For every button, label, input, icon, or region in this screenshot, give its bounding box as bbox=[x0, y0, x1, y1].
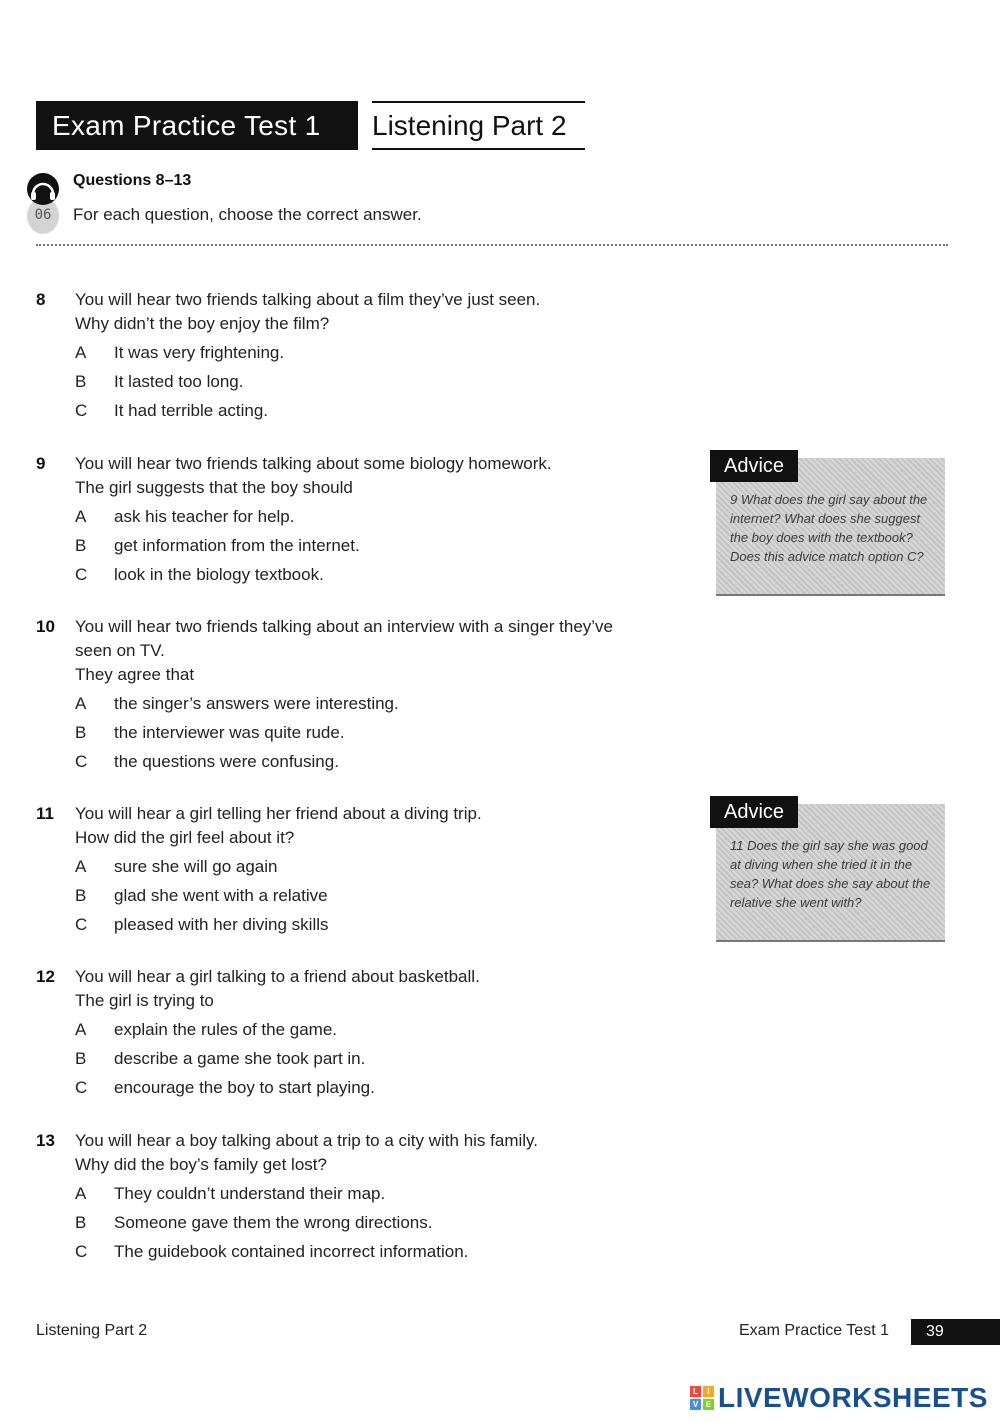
instruction-text: For each question, choose the correct answer. bbox=[73, 205, 422, 224]
advice-text: 9 What does the girl say about the internet? What does she suggest the boy does with the textbook? Does this advice match option C? bbox=[730, 492, 928, 564]
question-9 bbox=[36, 452, 676, 587]
option-text: get information from the internet. bbox=[114, 536, 360, 555]
option-b[interactable] bbox=[36, 721, 676, 745]
option-a[interactable] bbox=[36, 692, 676, 716]
advice-box-9 bbox=[716, 455, 945, 596]
option-b[interactable] bbox=[36, 534, 676, 558]
option-text: describe a game she took part in. bbox=[114, 1049, 366, 1068]
advice-text: 11 Does the girl say she was good at diving when she tried it in the sea? What does she say about the relative she went with? bbox=[730, 838, 931, 910]
question-line: Why didn’t the boy enjoy the film? bbox=[75, 314, 330, 333]
option-c[interactable] bbox=[36, 913, 676, 937]
question-8 bbox=[36, 288, 676, 423]
option-text: sure she will go again bbox=[114, 857, 278, 876]
question-number: 9 bbox=[36, 454, 46, 473]
option-letter: C bbox=[75, 1242, 88, 1261]
option-letter: A bbox=[75, 343, 87, 362]
question-10 bbox=[36, 615, 676, 774]
option-b[interactable] bbox=[36, 1047, 676, 1071]
option-text: Someone gave them the wrong directions. bbox=[114, 1213, 433, 1232]
option-letter: C bbox=[75, 401, 88, 420]
option-letter: C bbox=[75, 752, 88, 771]
option-text: pleased with her diving skills bbox=[114, 915, 329, 934]
question-line: You will hear a girl talking to a friend about basketball. bbox=[75, 967, 480, 986]
dotted-divider bbox=[36, 244, 948, 246]
option-b[interactable] bbox=[36, 884, 676, 908]
question-13 bbox=[36, 1129, 676, 1264]
option-text: the singer’s answers were interesting. bbox=[114, 694, 399, 713]
option-a[interactable] bbox=[36, 855, 676, 879]
advice-box-11 bbox=[716, 801, 945, 942]
footer-section-label: Listening Part 2 bbox=[36, 1322, 148, 1339]
advice-label: Advice bbox=[710, 450, 798, 482]
headphones-icon[interactable] bbox=[24, 172, 62, 236]
option-a[interactable] bbox=[36, 1182, 676, 1206]
option-letter: B bbox=[75, 372, 87, 391]
option-letter: A bbox=[75, 1184, 87, 1203]
question-number: 12 bbox=[36, 967, 55, 986]
option-letter: A bbox=[75, 1020, 87, 1039]
liveworksheets-icon bbox=[690, 1386, 714, 1410]
question-line: You will hear two friends talking about some biology homework. bbox=[75, 454, 552, 473]
question-number: 13 bbox=[36, 1131, 55, 1150]
option-letter: A bbox=[75, 694, 87, 713]
option-letter: A bbox=[75, 507, 87, 526]
option-letter: C bbox=[75, 915, 88, 934]
option-text: It had terrible acting. bbox=[114, 401, 269, 420]
logo-block: L bbox=[690, 1386, 701, 1397]
option-text: look in the biology textbook. bbox=[114, 565, 324, 584]
option-b[interactable] bbox=[36, 1211, 676, 1235]
audio-track-number: 06 bbox=[34, 207, 52, 223]
option-text: encourage the boy to start playing. bbox=[114, 1078, 375, 1097]
question-line: The girl is trying to bbox=[75, 991, 214, 1010]
question-line: The girl suggests that the boy should bbox=[75, 478, 353, 497]
question-line: You will hear two friends talking about an interview with a singer they’ve bbox=[75, 617, 613, 636]
option-letter: B bbox=[75, 723, 87, 742]
option-text: It was very frightening. bbox=[114, 343, 285, 362]
question-number: 10 bbox=[36, 617, 55, 636]
footer-test-label: Exam Practice Test 1 bbox=[739, 1322, 889, 1339]
question-line: You will hear a girl telling her friend about a diving trip. bbox=[75, 804, 482, 823]
advice-label: Advice bbox=[710, 796, 798, 828]
question-line: You will hear a boy talking about a trip to a city with his family. bbox=[75, 1131, 539, 1150]
option-letter: A bbox=[75, 857, 87, 876]
question-number: 11 bbox=[36, 804, 54, 823]
question-line: They agree that bbox=[75, 665, 195, 684]
question-number: 8 bbox=[36, 290, 46, 309]
option-text: the interviewer was quite rude. bbox=[114, 723, 345, 742]
logo-block: I bbox=[703, 1386, 714, 1397]
option-letter: B bbox=[75, 536, 87, 555]
option-letter: C bbox=[75, 1078, 88, 1097]
option-c[interactable] bbox=[36, 1076, 676, 1100]
logo-block: V bbox=[690, 1399, 701, 1410]
question-line: How did the girl feel about it? bbox=[75, 828, 295, 847]
option-text: the questions were confusing. bbox=[114, 752, 339, 771]
liveworksheets-wordmark: LIVEWORKSHEETS bbox=[718, 1382, 988, 1413]
question-range-heading: Questions 8–13 bbox=[73, 172, 192, 189]
option-text: explain the rules of the game. bbox=[114, 1020, 338, 1039]
option-a[interactable] bbox=[36, 341, 676, 365]
option-a[interactable] bbox=[36, 1018, 676, 1042]
page-number: 39 bbox=[911, 1319, 1000, 1345]
option-letter: B bbox=[75, 1049, 87, 1068]
liveworksheets-logo[interactable] bbox=[690, 1383, 988, 1413]
listening-part-title: Listening Part 2 bbox=[372, 101, 585, 150]
question-12 bbox=[36, 965, 676, 1100]
logo-block: E bbox=[703, 1399, 714, 1410]
option-c[interactable] bbox=[36, 750, 676, 774]
option-c[interactable] bbox=[36, 1240, 676, 1264]
option-b[interactable] bbox=[36, 370, 676, 394]
option-c[interactable] bbox=[36, 399, 676, 423]
option-a[interactable] bbox=[36, 505, 676, 529]
option-c[interactable] bbox=[36, 563, 676, 587]
question-line: seen on TV. bbox=[75, 641, 165, 660]
question-line: Why did the boy’s family get lost? bbox=[75, 1155, 327, 1174]
exam-practice-title: Exam Practice Test 1 bbox=[36, 101, 358, 150]
option-text: It lasted too long. bbox=[114, 372, 244, 391]
option-text: ask his teacher for help. bbox=[114, 507, 295, 526]
question-11 bbox=[36, 802, 676, 937]
option-letter: B bbox=[75, 886, 87, 905]
option-text: The guidebook contained incorrect information. bbox=[114, 1242, 469, 1261]
option-letter: C bbox=[75, 565, 88, 584]
option-text: glad she went with a relative bbox=[114, 886, 328, 905]
question-line: You will hear two friends talking about a film they’ve just seen. bbox=[75, 290, 541, 309]
option-text: They couldn’t understand their map. bbox=[114, 1184, 386, 1203]
option-letter: B bbox=[75, 1213, 87, 1232]
